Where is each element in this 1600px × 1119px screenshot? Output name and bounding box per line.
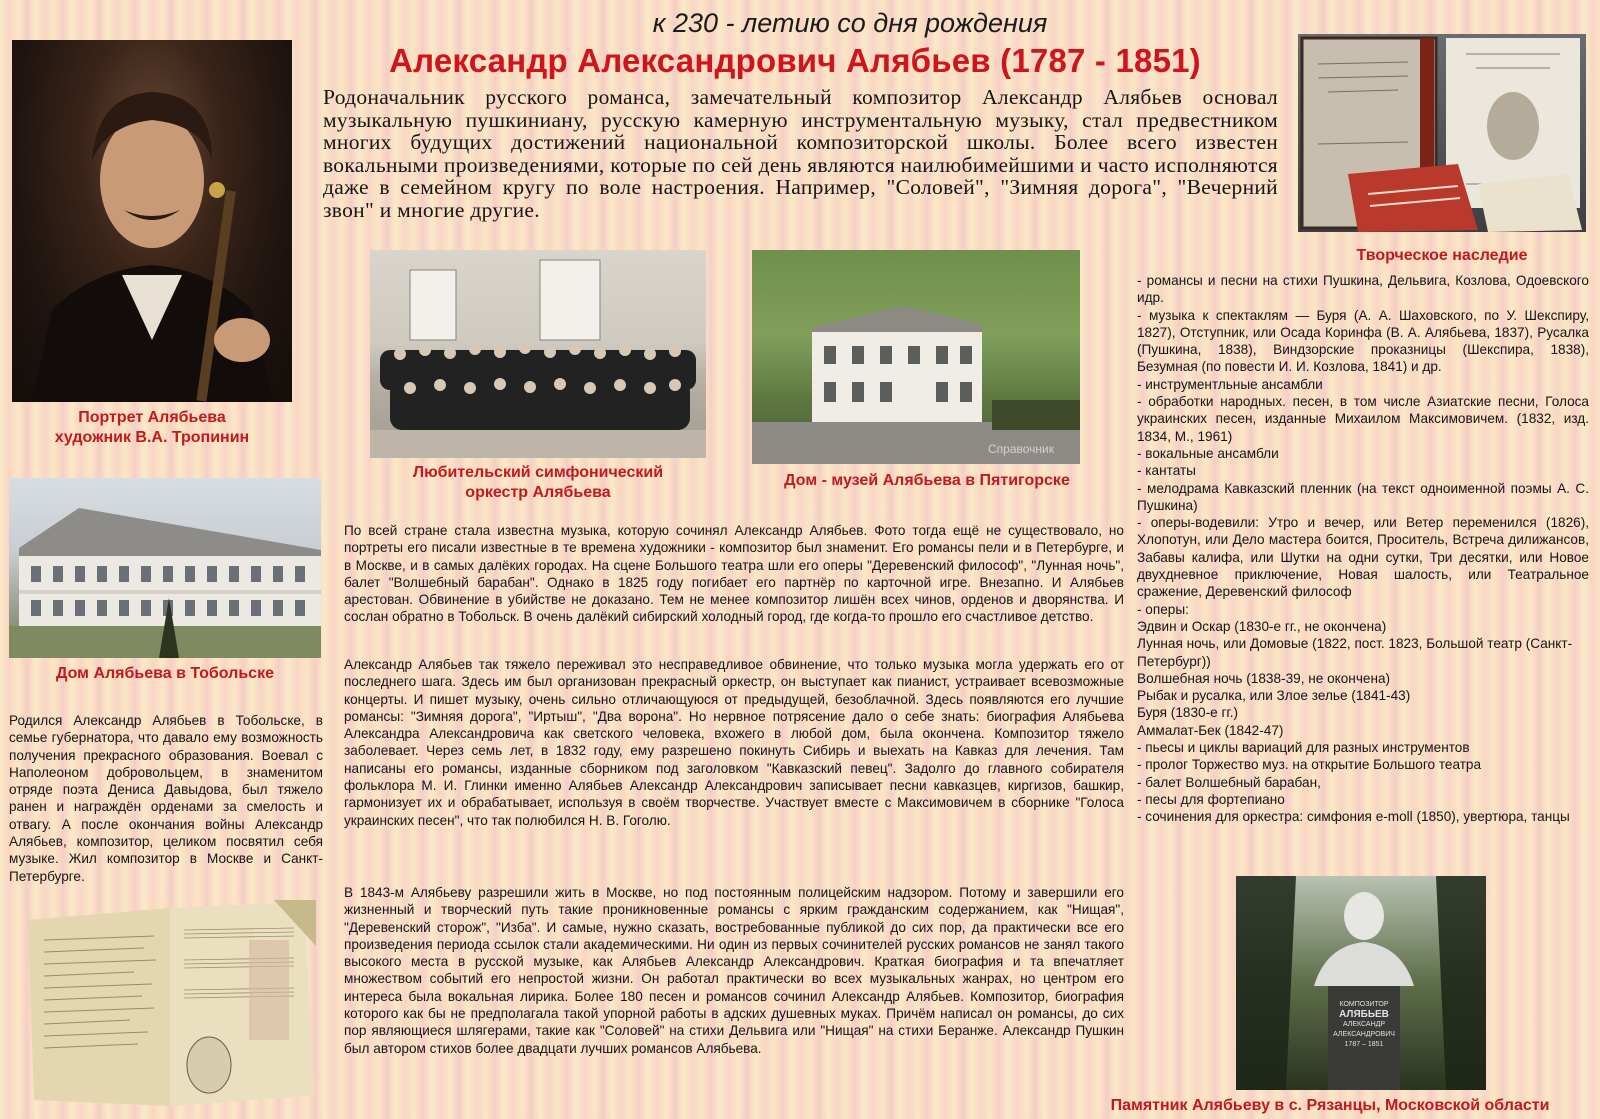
sheet-music-books-photo bbox=[1298, 34, 1586, 232]
list-item: - песы для фортепиано bbox=[1137, 791, 1285, 807]
biography-paragraph-1: По всей стране стала известна музыка, которую сочинял Александр Алябьев. Фото тогда ещё не существовало, но портреты его писали известные в те времена художники - композитор был знаменит. Его романсы пели и в Петербурге, и в Москве, и в самых далёких городах. На сцене Большого театра шли его оперы "Деревенский философ", "Лунная ночь", балет "Волшебный барабан". Однако в 1825 году погибает его партнёр по карточной игре. Внезапно. И Алябьев арестован. Обвинение в убийстве не доказано. Тем не менее композитор лишён всех чинов, орденов и дворянства. И сослан обратно в Тобольск. В очень далёкий сибирский холодный город, где когда-то прошло его счастливое детство. bbox=[344, 523, 1124, 625]
list-item: Аммалат-Бек (1842-47) bbox=[1137, 722, 1284, 738]
heritage-title: Творческое наследие bbox=[1356, 247, 1528, 264]
manuscript-book-image bbox=[24, 900, 316, 1106]
list-item: Эдвин и Оскар (1830-е гг., не окончена) bbox=[1137, 618, 1387, 634]
portrait-painting bbox=[12, 40, 292, 402]
museum-caption: Дом - музей Алябьева в Пятигорске bbox=[784, 472, 1070, 489]
orchestra-photo bbox=[370, 250, 706, 458]
museum-watermark: Справочник bbox=[988, 442, 1054, 456]
tobolsk-caption: Дом Алябьева в Тобольске bbox=[56, 665, 274, 682]
list-item: - оперы-водевили: Утро и вечер, или Ветер переменился (1826), Хлопотун, или Дело мастера боится, Проситель, Встреча дилижансов, Забавы калифа, или Шутки на одни сутки, Три десятки, или Новое двухдневное приключение, Новая шалость, или Театральное сражение, Деревенский философ bbox=[1137, 515, 1589, 600]
monument-photo bbox=[1236, 876, 1486, 1090]
tobolsk-house-photo bbox=[9, 478, 321, 658]
list-item: - пролог Торжество муз. на открытие Большого театра bbox=[1137, 757, 1482, 773]
portrait-caption-line1: Портрет Алябьева bbox=[78, 409, 226, 426]
museum-house-drawing bbox=[752, 250, 1080, 464]
portrait-figure bbox=[12, 40, 292, 402]
tobolsk-house-drawing bbox=[9, 478, 321, 658]
orchestra-caption-line1: Любительский симфонический bbox=[412, 464, 664, 481]
intro-paragraph: Родоначальник русского романса, замечательный композитор Александр Алябьев основал музыкальную пушкиниану, русскую камерную инструментальную музыку, стал предвестником многих будущих достижений национальной композиторской школы. Более всего известен вокальными произведениями, которые по сей день являются наилюбимейшими и часто исполняются даже в семейном кругу по воле настроения. Например, "Соловей", "Зимняя дорога", "Вечерний звон" и многие другие. bbox=[323, 85, 1278, 222]
list-item: Лунная ночь, или Домовые (1822, пост. 1823, Большой театр (Санкт-Петербург)) bbox=[1137, 636, 1573, 669]
list-item: - сочинения для оркестра: симфония e-moll (1850), увертюра, танцы bbox=[1137, 809, 1570, 825]
plaque-line: 1787 – 1851 bbox=[1344, 1041, 1384, 1048]
list-item: - мелодрама Кавказский пленник (на текст одноименной поэмы А. С. Пушкина) bbox=[1137, 480, 1589, 513]
list-item: Рыбак и русалка, или Злое зелье (1841-43) bbox=[1137, 688, 1411, 704]
list-item: - романсы и песни на стихи Пушкина, Дельвига, Козлова, Одоевского идр. bbox=[1137, 273, 1589, 306]
monument-drawing bbox=[1236, 876, 1486, 1090]
monument-caption: Памятник Алябьеву в с. Рязанцы, Московской области bbox=[1110, 1097, 1550, 1114]
list-item: - музыка к спектаклям — Буря (А. А. Шаховского, по У. Шекспиру, 1827), Отступник, или Осада Коринфа (В. А. Алябьева, 1837), Русалка (Пушкина, 1838), Виндзорские проказницы (Шекспира, 1838), Безумная (по повести И. И. Козлова, 1841) и др. bbox=[1137, 307, 1589, 375]
list-item: - инструментльные ансамбли bbox=[1137, 376, 1323, 392]
biography-paragraph-3: В 1843-м Алябьеву разрешили жить в Москве, но под постоянным полицейским надзором. Потому и завершили его жизненный и творческий путь такие проникновенные романсы с ярким гражданским содержанием, как "Нищая", "Деревенский сторож", "Изба". И самые, нужно сказать, востребованные публикой до сих пор, да практически все его произведения периода ссылок стали академическими. Ни один из первых сочинителей русских романсов не занял такого высокого места в русской музыке, как Алябьев Александр Александрович. Краткая биография и та впечатляет множеством событий его непростой жизни. Он работал практически во всех музыкальных жанрах, но центром его интереса была вокальная лирика. Более 180 песен и романсов сочинил Александр Алябьев. Композитор, биография которого как бы не предполагала такой упорной работы в адских душевных муках. Причём написал он романсы, до сих пор являющиеся шлягерами, такие как "Соловей" на стихи Дельвига или "Нищая" на стихи Беранже. Александр Пушкин был автором стихов более двадцати лучших романсов Алябьева. bbox=[344, 885, 1124, 1056]
list-item: - кантаты bbox=[1137, 463, 1196, 479]
museum-house-photo bbox=[752, 250, 1080, 464]
orchestra-drawing bbox=[370, 250, 706, 458]
portrait-caption bbox=[12, 408, 292, 448]
sheet-music-books-drawing bbox=[1298, 34, 1586, 232]
plaque-line: АЛЯБЬЕВ bbox=[1339, 1009, 1389, 1020]
page-title: Александр Александрович Алябьев (1787 - 1851) bbox=[389, 42, 1201, 79]
list-item: - обработки народных. песен, в том числе Азиатские песни, Голоса украинских песен, изданные Михаилом Максимовичем. (1832, изд. 1834, М., 1961) bbox=[1137, 394, 1589, 444]
list-item: Волшебная ночь (1838-39, не окончена) bbox=[1137, 670, 1391, 686]
list-item: - балет Волшебный барабан, bbox=[1137, 774, 1321, 790]
plaque-line: КОМПОЗИТОР bbox=[1339, 1001, 1389, 1008]
orchestra-caption bbox=[370, 463, 706, 503]
list-item: Буря (1830-е гг.) bbox=[1137, 705, 1239, 721]
subtitle: к 230 - летию со дня рождения bbox=[652, 8, 1048, 38]
list-item: - оперы: bbox=[1137, 601, 1189, 617]
list-item: - пьесы и циклы вариаций для разных инструментов bbox=[1137, 740, 1470, 756]
plaque-line: АЛЕКСАНДР bbox=[1342, 1021, 1386, 1028]
heritage-list bbox=[1137, 272, 1589, 826]
biography-paragraph-2: Александр Алябьев так тяжело переживал это несправедливое обвинение, что только музыка могла удержать его от последнего шага. Здесь им был организован прекрасный оркестр, он выступает как пианист, устраивает всевозможные концерты. И пишет музыку, очень сильно отличающуюся от предыдущей, безоблачной. Здесь появляются его лучшие романсы: "Зимняя дорога", "Иртыш", "Два ворона". Но нервное потрясение дало о себе знать: биография Алябьева Александра Александровича как светского человека, вхожего в любой дом, была окончена. Композитор тяжело заболевает. Через семь лет, в 1832 году, ему разрешено покинуть Сибирь и выехать на Кавказ для лечения. Там написаны его романсы, изданные сборником под заголовком "Кавказский певец". Задолго до главного собирателя фольклора М. И. Глинки именно Алябьев Александр Александрович записывает песни кавказцев, киргизов, башкир, гармонизует их и обрабатывает, используя в своём творчестве. Участвует вместе с Максимовичем в сборнике "Голоса украинских песен", что так полюбился Н. В. Гоголю. bbox=[344, 657, 1124, 828]
monument-plaque bbox=[1328, 1000, 1400, 1050]
birth-paragraph: Родился Александр Алябьев в Тобольске, в семье губернатора, что давало ему возможность получения прекрасного образования. Воевал с Наполеоном добровольцем, в знаменитом отряде поэта Дениса Давыдова, был тяжело ранен и награждён орденами за смелость и отвагу. А после окончания войны Александр Алябьев, композитор, целиком посвятил себя музыке. Жил композитор в Москве и Санкт-Петербурге. bbox=[9, 713, 323, 884]
manuscript-book-drawing bbox=[24, 900, 316, 1106]
portrait-caption-line2: художник В.А. Тропинин bbox=[54, 429, 250, 446]
orchestra-caption-line2: оркестр Алябьева bbox=[465, 484, 611, 501]
list-item: - вокальные ансамбли bbox=[1137, 445, 1279, 461]
plaque-line: АЛЕКСАНДРОВИЧ bbox=[1333, 1031, 1395, 1038]
